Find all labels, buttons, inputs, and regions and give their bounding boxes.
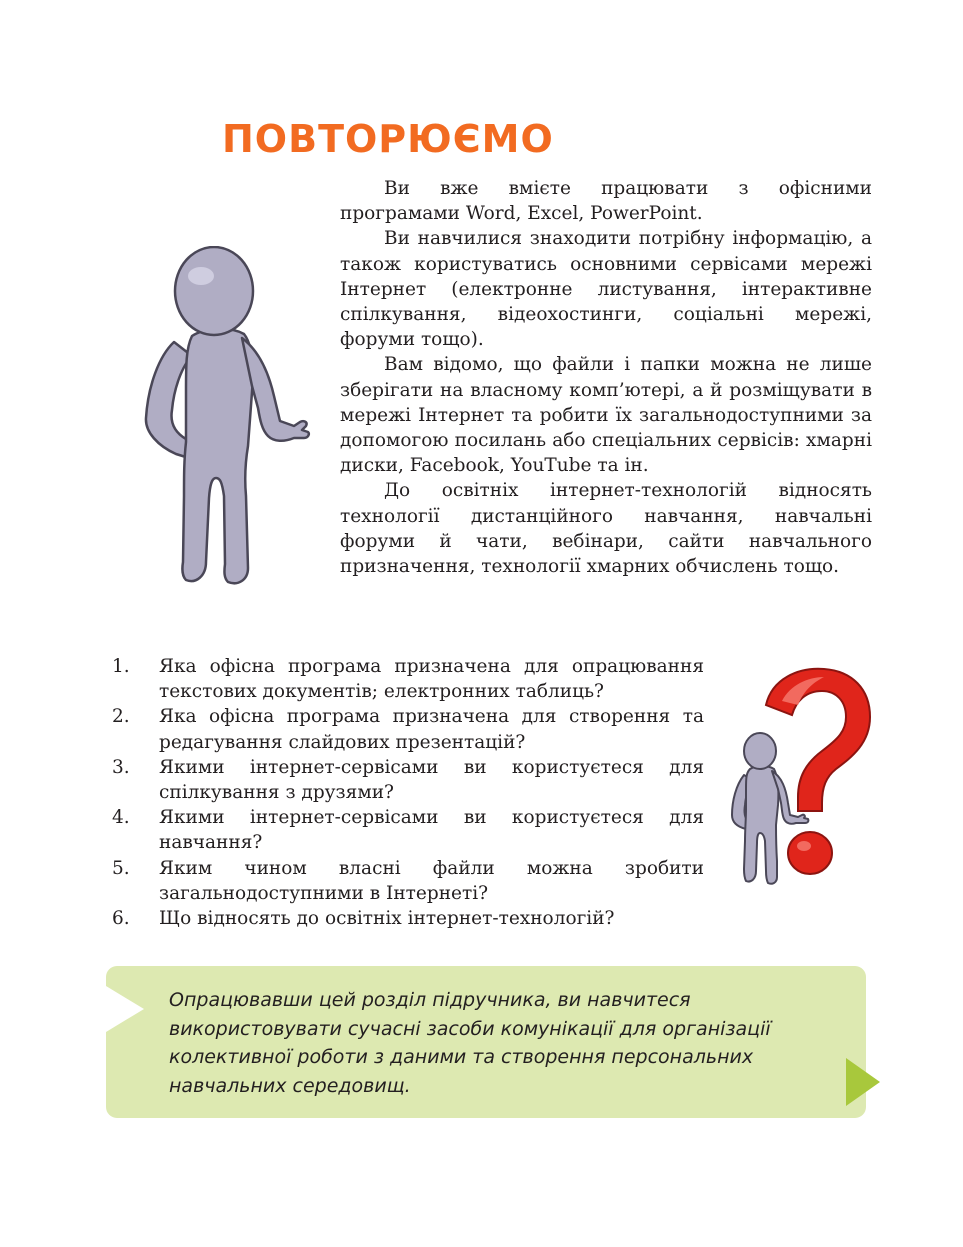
intro-paragraph: До освітніх інтернет-технологій відносять технології дистанційного навчання, навчальні форуми й чати, вебінари, сайти навчального призначення, технології хмарних обчислень тощо.: [340, 480, 872, 578]
question-mark-icon: [766, 669, 870, 874]
question-item: [112, 805, 704, 855]
intro-text: [340, 176, 872, 579]
intro-paragraph: Вам відомо, що файли і папки можна не лише зберігати на власному комп’ютері, а й розміщувати в мережі Інтернет та робити їх загальнодоступними за допомогою посилань або спеціальних сервісів: хмарні диски, Facebook, YouTube та ін.: [340, 354, 872, 477]
question-item: [112, 704, 704, 754]
learning-goal-box: [106, 966, 866, 1118]
learning-goal-text: Опрацювавши цей розділ підручника, ви навчитеся використовувати сучасні засоби комунікації для організації колективної роботи з даними та створення персональних навчальних середовищ.: [169, 989, 771, 1097]
person-figure-icon: [134, 246, 314, 591]
question-number: 5.: [112, 857, 130, 879]
question-item: [112, 856, 704, 906]
question-item: [112, 755, 704, 805]
intro-paragraph: Ви навчилися знаходити потрібну інформацію, а також користуватись основними сервісами мережі Інтернет (електронне листування, інтерактивне спілкування, відеохостинги, соціальні мережі, форуми тощо).: [340, 228, 872, 351]
question-text: Що відносять до освітніх інтернет-технологій?: [159, 908, 615, 930]
review-questions: [112, 654, 704, 931]
question-number: 6.: [112, 908, 130, 930]
question-text: Яка офісна програма призначена для опрацювання текстових документів; електронних таблиць?: [159, 656, 704, 703]
question-item: [112, 906, 704, 931]
question-text: Якими інтернет-сервісами ви користуєтеся для навчання?: [159, 807, 704, 854]
intro-paragraph: Ви вже вмієте працювати з офісними програмами Word, Excel, PowerPoint.: [340, 178, 872, 225]
question-item: [112, 654, 704, 704]
page-heading: ПОВТОРЮЄМО: [222, 117, 554, 161]
play-arrow-icon: [846, 1058, 882, 1106]
question-text: Яким чином власні файли можна зробити загальнодоступними в Інтернеті?: [159, 857, 704, 904]
question-number: 1.: [112, 656, 130, 677]
play-arrow-icon: [106, 986, 146, 1032]
question-number: 2.: [112, 706, 130, 728]
question-text: Яка офісна програма призначена для створення та редагування слайдових презентацій?: [159, 706, 704, 753]
question-number: 4.: [112, 807, 130, 829]
question-figure-icon: [724, 665, 884, 890]
question-number: 3.: [112, 756, 130, 778]
question-text: Якими інтернет-сервісами ви користуєтеся для спілкування з друзями?: [159, 756, 704, 804]
